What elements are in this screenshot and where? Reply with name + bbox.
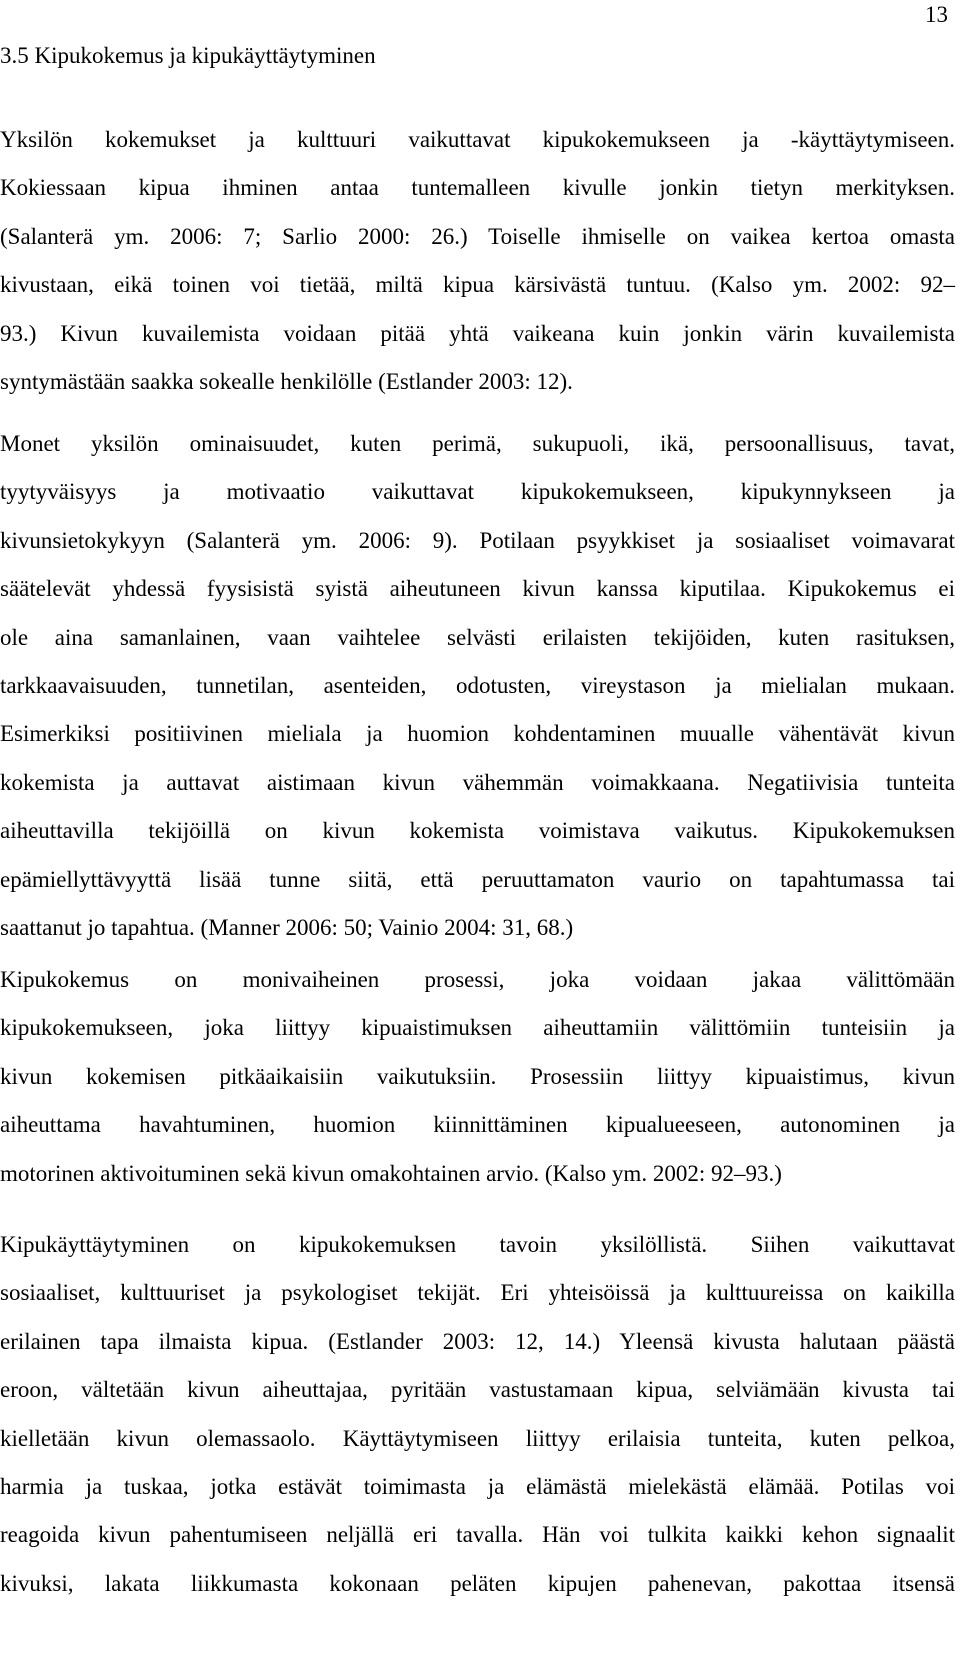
paragraph-2 — [0, 420, 955, 952]
text-line: sosiaaliset, kulttuuriset ja psykologiset tekijät. Eri yhteisöissä ja kulttuureissa on kaikilla — [0, 1280, 955, 1306]
text-line: erilainen tapa ilmaista kipua. (Estlander 2003: 12, 14.) Yleensä kivusta halutaan päästä — [0, 1328, 955, 1354]
text-line: aiheuttavilla tekijöillä on kivun kokemista voimistava vaikutus. Kipukokemuksen — [0, 818, 955, 844]
text-line: (Salanterä ym. 2006: 7; Sarlio 2000: 26.) Toiselle ihmiselle on vaikea kertoa omasta — [0, 223, 955, 249]
text-line: kivunsietokykyyn (Salanterä ym. 2006: 9). Potilaan psyykkiset ja sosiaaliset voimavarat — [0, 527, 955, 553]
text-line: säätelevät yhdessä fyysisistä syistä aiheutuneen kivun kanssa kiputilaa. Kipukokemus ei — [0, 576, 955, 602]
text-line: harmia ja tuskaa, jotka estävät toimimasta ja elämästä mielekästä elämää. Potilas voi — [0, 1473, 955, 1499]
text-line: kivustaan, eikä toinen voi tietää, miltä kipua kärsivästä tuntuu. (Kalso ym. 2002: 92– — [0, 272, 955, 298]
text-line: motorinen aktivoituminen sekä kivun omakohtainen arvio. (Kalso ym. 2002: 92–93.) — [0, 1160, 782, 1186]
text-line: reagoida kivun pahentumiseen neljällä eri tavalla. Hän voi tulkita kaikki kehon signaalit — [0, 1522, 955, 1548]
page-number: 13 — [925, 2, 948, 27]
section-heading: 3.5 Kipukokemus ja kipukäyttäytyminen — [0, 43, 376, 68]
text-line: kivuksi, lakata liikkumasta kokonaan peläten kipujen pahenevan, pakottaa itsensä — [0, 1570, 955, 1596]
text-line: ole aina samanlainen, vaan vaihtelee selvästi erilaisten tekijöiden, kuten rasituksen, — [0, 624, 955, 650]
text-line: syntymästään saakka sokealle henkilölle (Estlander 2003: 12). — [0, 368, 573, 394]
text-line: saattanut jo tapahtua. (Manner 2006: 50; Vainio 2004: 31, 68.) — [0, 914, 574, 940]
text-line: tyytyväisyys ja motivaatio vaikuttavat kipukokemukseen, kipukynnykseen ja — [0, 479, 955, 505]
text-line: tarkkaavaisuuden, tunnetilan, asenteiden, odotusten, vireystason ja mielialan mukaan. — [0, 672, 955, 698]
text-line: Kokiessaan kipua ihminen antaa tuntemalleen kivulle jonkin tietyn merkityksen. — [0, 175, 955, 201]
paragraph-1 — [0, 116, 955, 406]
text-line: Esimerkiksi positiivinen mieliala ja huomion kohdentaminen muualle vähentävät kivun — [0, 721, 955, 747]
text-line: Kipukäyttäytyminen on kipukokemuksen tavoin yksilöllistä. Siihen vaikuttavat — [0, 1232, 955, 1257]
text-line: eroon, vältetään kivun aiheuttajaa, pyritään vastustamaan kipua, selviämään kivusta tai — [0, 1377, 955, 1403]
text-line: kivun kokemisen pitkäaikaisiin vaikutuksiin. Prosessiin liittyy kipuaistimus, kivun — [0, 1063, 955, 1089]
text-line: kielletään kivun olemassaolo. Käyttäytymiseen liittyy erilaisia tunteita, kuten pelkoa, — [0, 1425, 955, 1451]
text-line: 93.) Kivun kuvailemista voidaan pitää yhtä vaikeana kuin jonkin värin kuvailemista — [0, 320, 955, 346]
paragraph-3 — [0, 956, 955, 1198]
text-line: Monet yksilön ominaisuudet, kuten perimä, sukupuoli, ikä, persoonallisuus, tavat, — [0, 431, 955, 456]
text-line: Yksilön kokemukset ja kulttuuri vaikuttavat kipukokemukseen ja -käyttäytymiseen. — [0, 127, 955, 152]
text-line: Kipukokemus on monivaiheinen prosessi, joka voidaan jakaa välittömään — [0, 967, 955, 992]
paragraph-4 — [0, 1221, 955, 1608]
text-line: kokemista ja auttavat aistimaan kivun vähemmän voimakkaana. Negatiivisia tunteita — [0, 769, 955, 795]
text-line: aiheuttama havahtuminen, huomion kiinnittäminen kipualueeseen, autonominen ja — [0, 1112, 955, 1138]
text-line: epämiellyttävyyttä lisää tunne siitä, että peruuttamaton vaurio on tapahtumassa tai — [0, 866, 955, 892]
text-line: kipukokemukseen, joka liittyy kipuaistimuksen aiheuttamiin välittömiin tunteisiin ja — [0, 1015, 955, 1041]
